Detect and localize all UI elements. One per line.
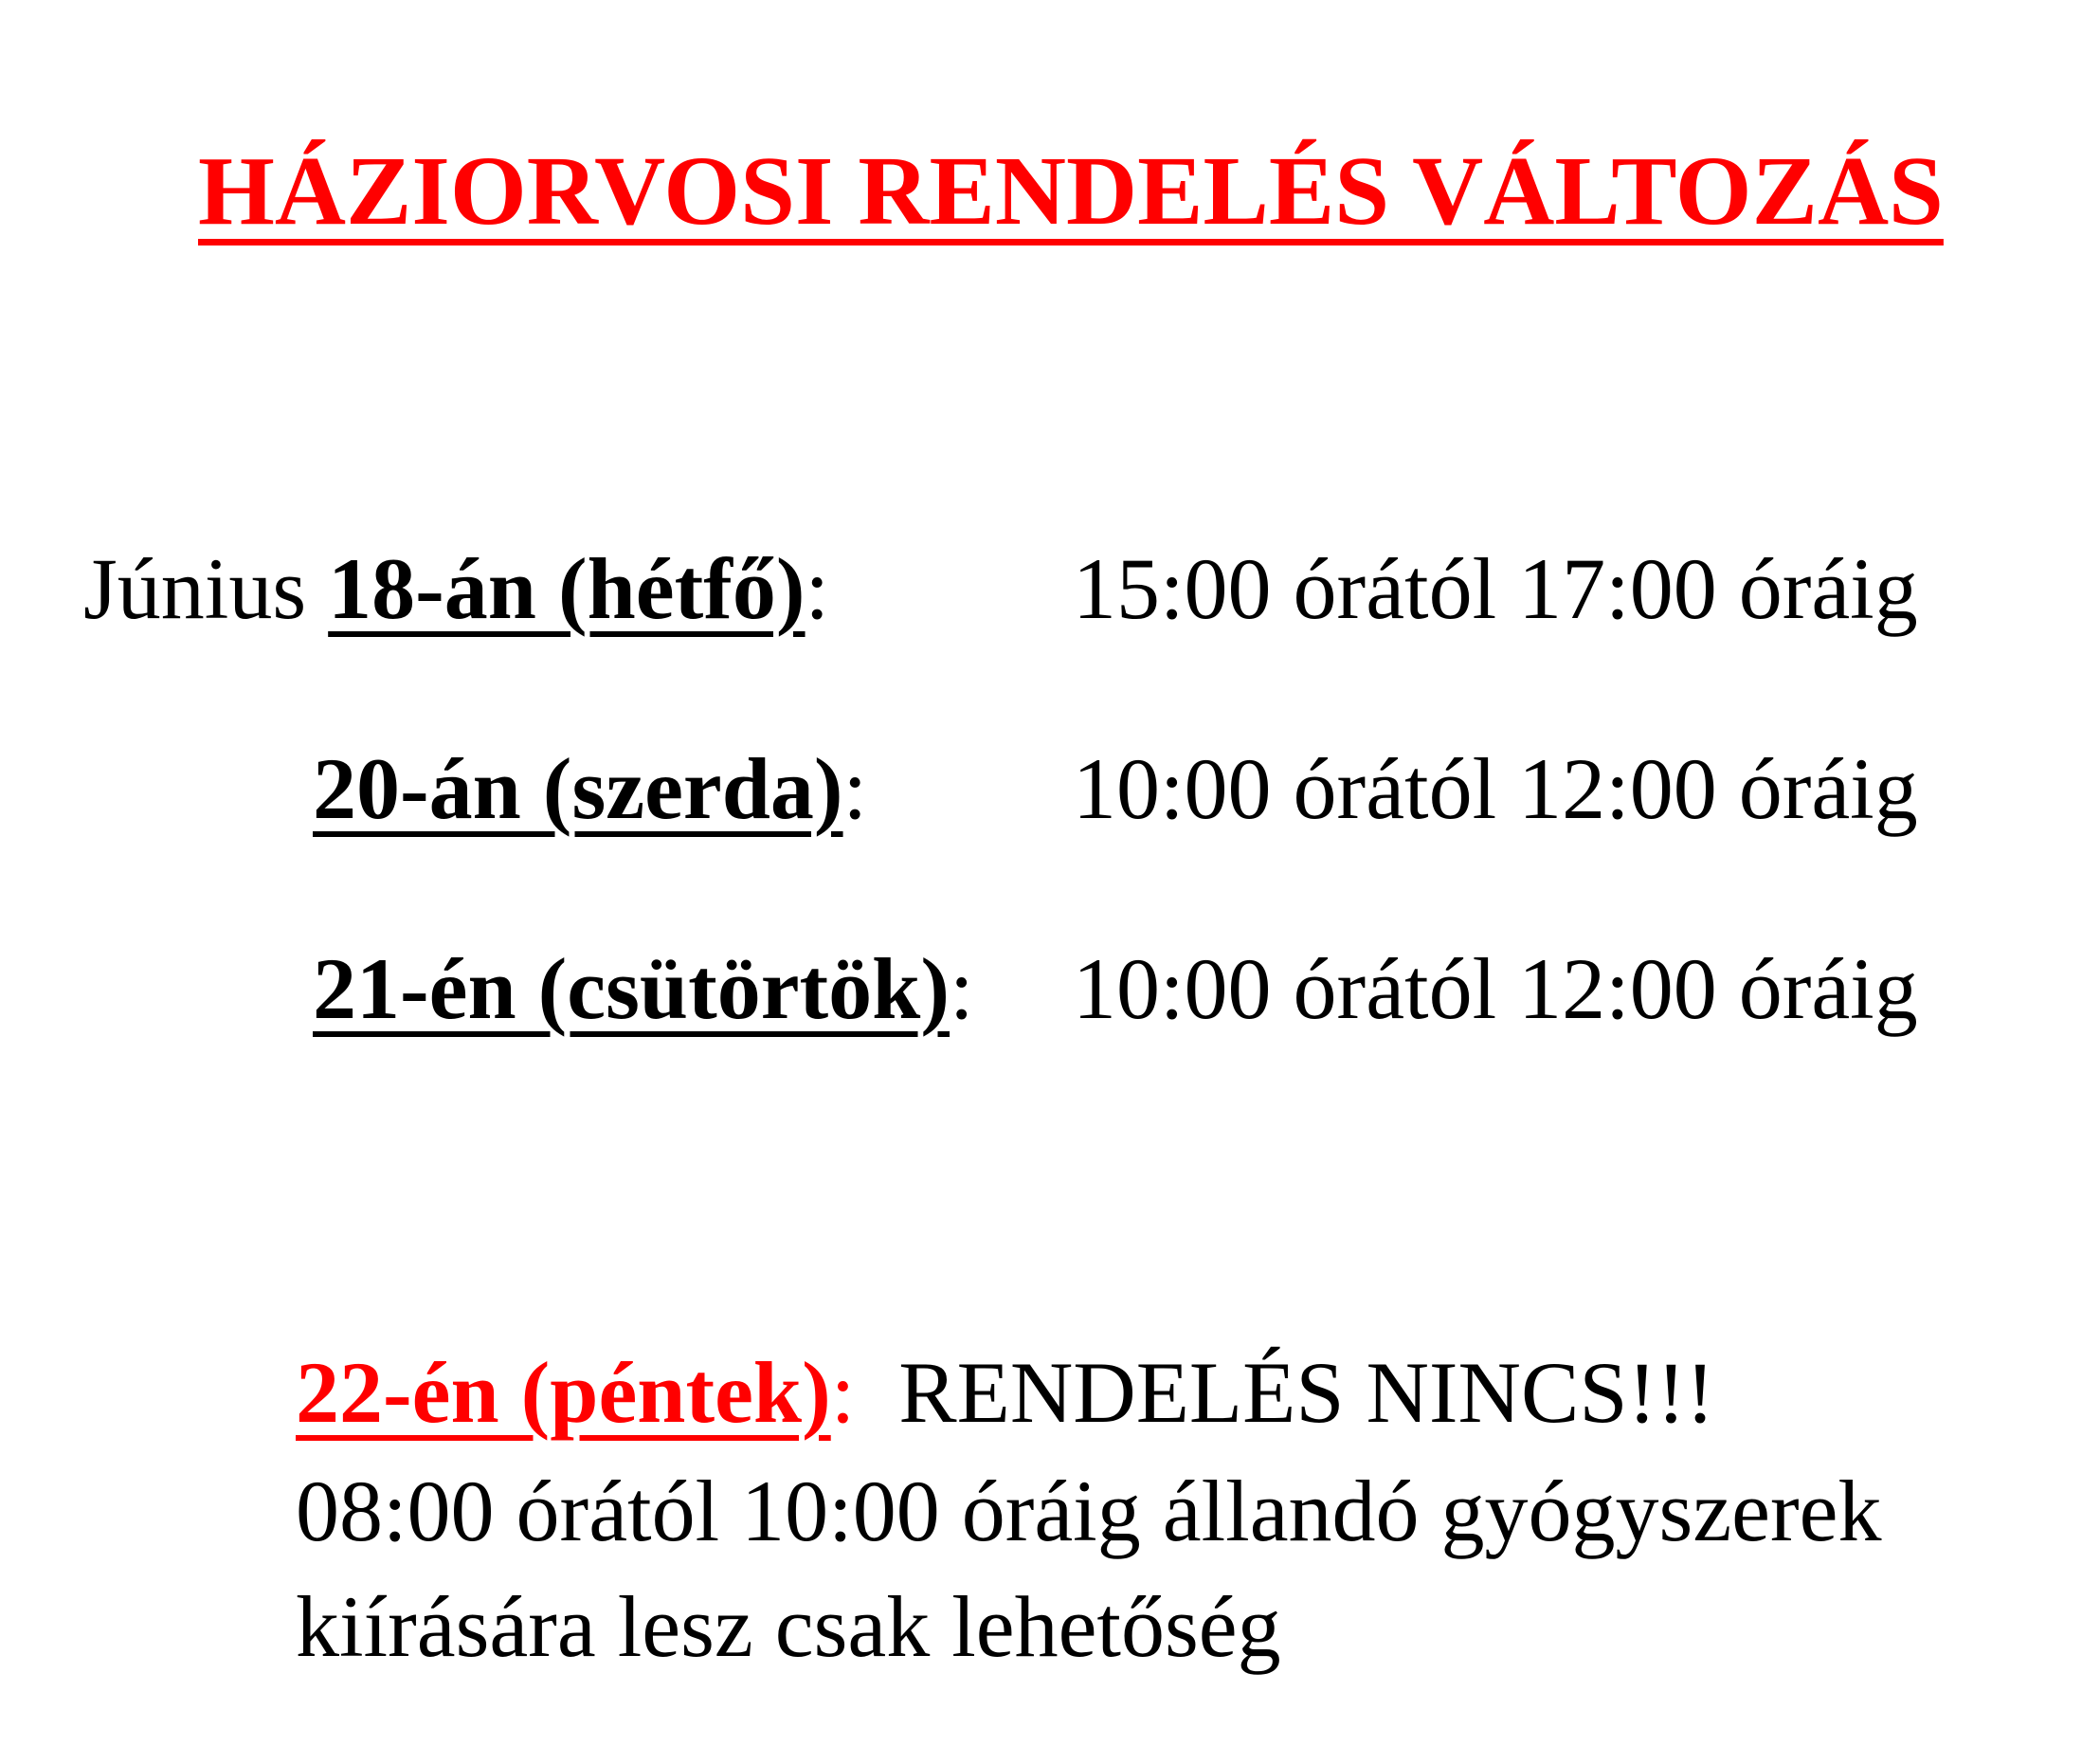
schedule-time-1: 15:00 órától 17:00 óráig xyxy=(1073,540,1918,637)
schedule-day-1: 18-án (hétfő) xyxy=(328,540,806,637)
schedule-colon-1: : xyxy=(805,540,830,637)
schedule-row-3 xyxy=(313,940,974,1037)
closed-status: RENDELÉS NINCS!!! xyxy=(898,1344,1715,1441)
schedule-colon-2: : xyxy=(842,740,868,837)
schedule-day-2: 20-án (szerda) xyxy=(313,740,843,837)
closed-day: 22-én (péntek) xyxy=(296,1344,831,1441)
schedule-time-2: 10:00 órától 12:00 óráig xyxy=(1073,740,1918,837)
closed-colon: : xyxy=(830,1344,856,1441)
schedule-day-3: 21-én (csütörtök) xyxy=(313,940,950,1037)
schedule-row-2 xyxy=(313,740,868,837)
schedule-time-3: 10:00 órától 12:00 óráig xyxy=(1073,940,1918,1037)
schedule-colon-3: : xyxy=(950,940,974,1037)
schedule-row-1 xyxy=(83,540,830,637)
closed-note-line-1: 08:00 órától 10:00 óráig állandó gyógyszerek xyxy=(296,1463,1882,1559)
page-title: HÁZIORVOSI RENDELÉS VÁLTOZÁS xyxy=(198,136,1944,246)
closed-note-line-2: kiírására lesz csak lehetőség xyxy=(296,1578,1281,1675)
closed-day-row xyxy=(296,1344,1715,1441)
month-label: Június xyxy=(83,540,307,637)
